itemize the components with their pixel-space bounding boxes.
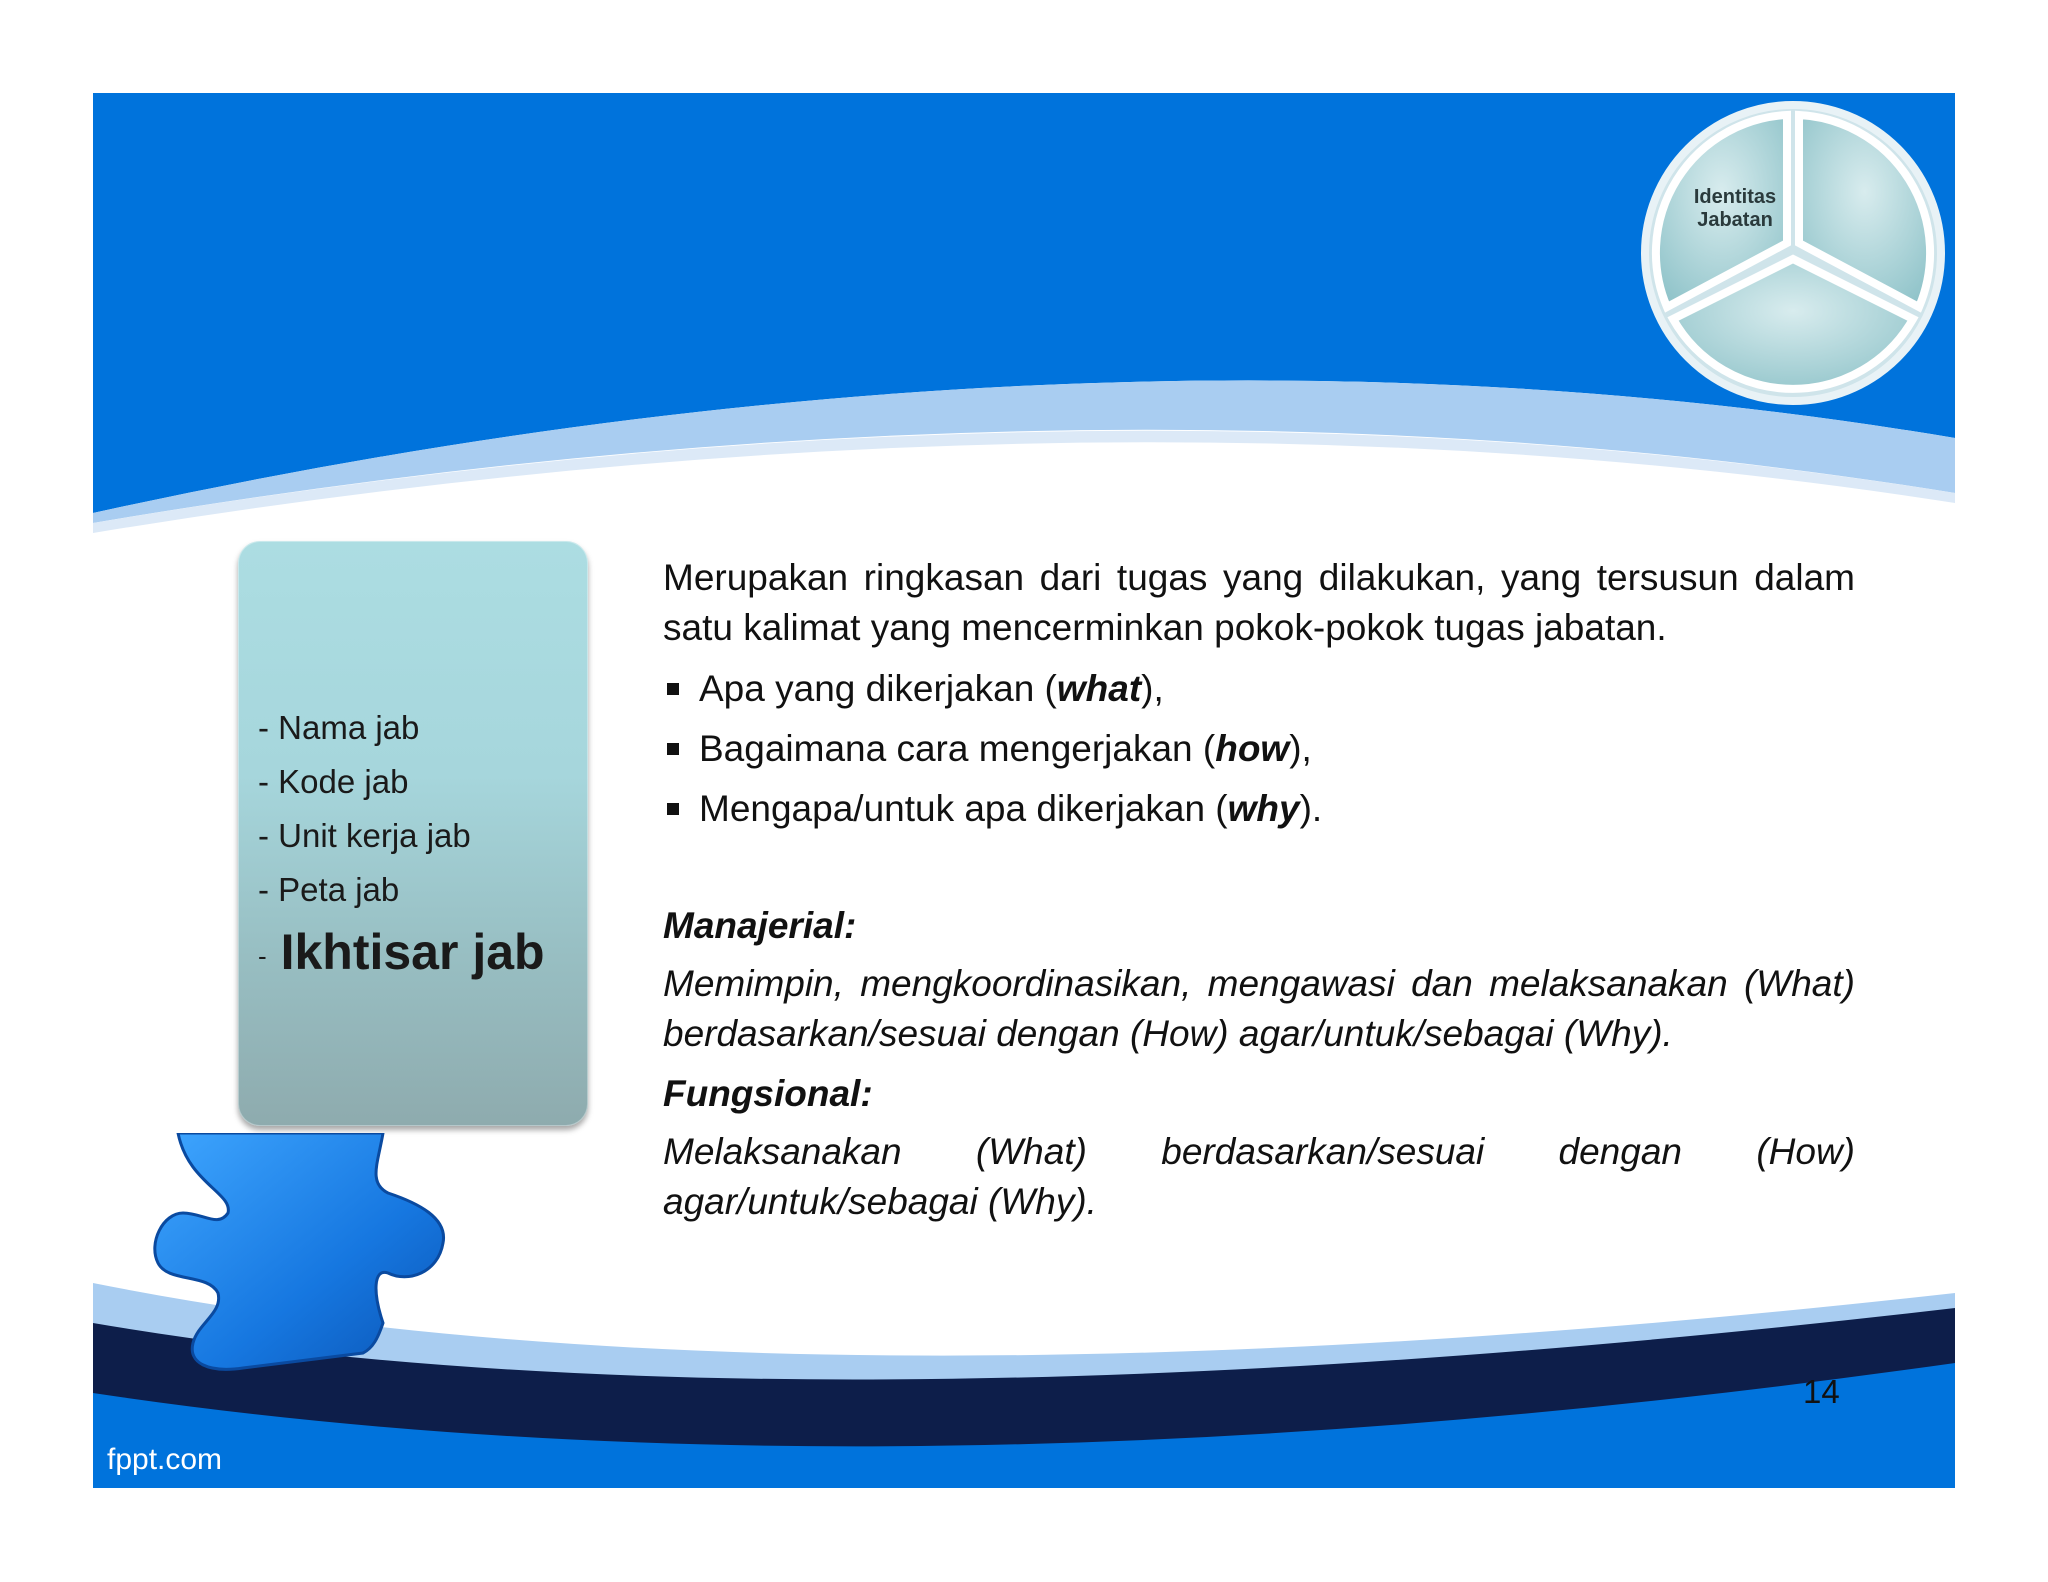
cycle-label-2: Jabatan (1697, 209, 1773, 231)
bullet-keyword: what (1056, 668, 1142, 709)
square-bullet-icon (667, 683, 679, 695)
cycle-diagram (1623, 93, 1955, 413)
bullet-text-end: ), (1289, 728, 1312, 769)
bullet-list (663, 659, 1855, 839)
slide (93, 93, 1955, 1488)
topic-item-nama: - Nama jab (258, 709, 420, 746)
page-number: 14 (1803, 1373, 1840, 1410)
topic-item-peta: - Peta jab (258, 871, 400, 908)
manajerial-heading: Manajerial: (663, 905, 857, 946)
bullet-why (663, 779, 1855, 839)
topic-item-ikhtisar-active (258, 917, 545, 991)
main-content (663, 553, 1855, 1227)
active-item-dash: - (258, 940, 267, 971)
topic-item-unit-kerja: - Unit kerja jab (258, 817, 471, 854)
bullet-what (663, 659, 1855, 719)
bullet-keyword: why (1227, 788, 1300, 829)
bullet-text-end: ). (1299, 788, 1323, 829)
square-bullet-icon (667, 803, 679, 815)
cycle-label-1: Identitas (1693, 186, 1777, 208)
fungsional-text: Melaksanakan (What) berdasarkan/sesuai dengan (How) agar/untuk/sebagai (Why). (663, 1131, 1855, 1222)
bullet-text: Mengapa/untuk apa dikerjakan ( (699, 788, 1228, 829)
bullet-text: Apa yang dikerjakan ( (699, 668, 1057, 709)
bullet-keyword: how (1215, 728, 1290, 769)
bullet-how (663, 719, 1855, 779)
intro-paragraph: Merupakan ringkasan dari tugas yang dilakukan, yang tersusun dalam satu kalimat yang mencerminkan pokok-pokok tugas jabatan. (663, 557, 1855, 648)
square-bullet-icon (667, 743, 679, 755)
bullet-text: Bagaimana cara mengerjakan ( (699, 728, 1216, 769)
active-item-label: Ikhtisar jab (280, 924, 545, 980)
bullet-text-end: ), (1141, 668, 1164, 709)
manajerial-text: Memimpin, mengkoordinasikan, mengawasi dan melaksanakan (What) berdasarkan/sesuai dengan (How) agar/untuk/sebagai (Why). (663, 963, 1855, 1054)
topic-panel (238, 541, 588, 1126)
topic-list (258, 701, 545, 991)
topic-item-kode: - Kode jab (258, 763, 409, 800)
fungsional-heading: Fungsional: (663, 1073, 873, 1114)
puzzle-piece-icon (148, 1133, 448, 1373)
footer-brand: fppt.com (107, 1443, 223, 1476)
